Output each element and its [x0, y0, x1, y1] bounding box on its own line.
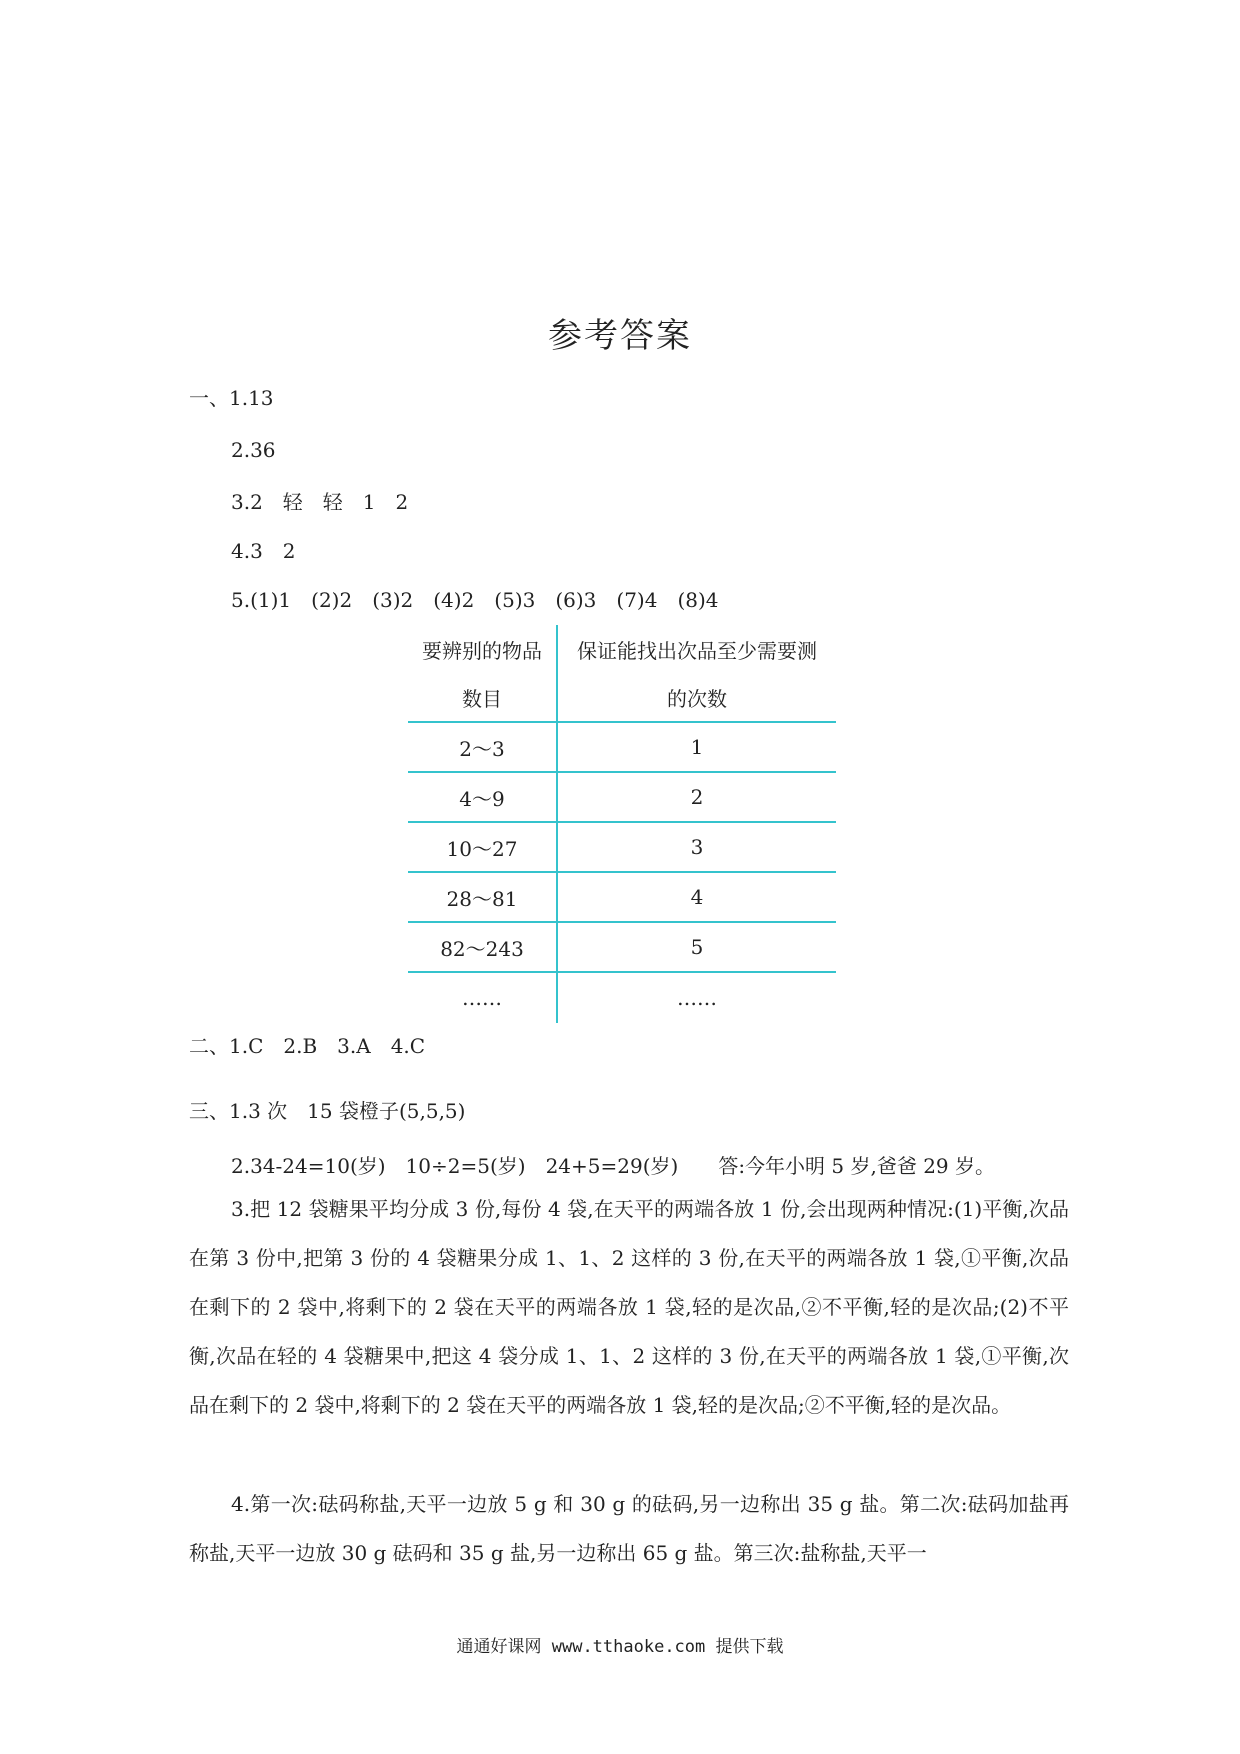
answer-3-3-paragraph: [189, 1185, 1069, 1430]
footer-text: 通通好课网 www.tthaoke.com 提供下载: [456, 1637, 784, 1657]
table-header-col1-line2: 数目: [408, 673, 557, 722]
answer-3-1: 三、1.3 次 15 袋橙子(5,5,5): [189, 1099, 466, 1123]
table-cell-range: 82～243: [408, 922, 557, 972]
answer-3-4-text: 4.第一次:砝码称盐,天平一边放 5 g 和 30 g 的砝码,另一边称出 35 g 盐。第二次:砝码加盐再称盐,天平一边放 30 g 砝码和 35 g 盐,另一边称出 65 g 盐。第三次:盐称盐,天平一: [189, 1492, 1069, 1565]
answer-1-1: 一、1.13: [189, 386, 274, 410]
table-header-col2-line2: 的次数: [557, 673, 836, 722]
table-row: [408, 872, 836, 922]
answer-1-3: 3.2 轻 轻 1 2: [231, 490, 409, 514]
table-cell-times: 1: [557, 722, 836, 772]
answer-3-4-paragraph: [189, 1480, 1069, 1578]
table-row: [408, 972, 836, 1023]
table-cell-times: 2: [557, 772, 836, 822]
answer-1-4: 4.3 2: [231, 539, 296, 563]
answer-2: 二、1.C 2.B 3.A 4.C: [189, 1034, 426, 1058]
answer-3-2: 2.34-24=10(岁) 10÷2=5(岁) 24+5=29(岁) 答:今年小明 5 岁,爸爸 29 岁。: [231, 1154, 996, 1178]
answer-1-2: 2.36: [231, 438, 276, 462]
table-row: [408, 722, 836, 772]
table-cell-range: ……: [408, 972, 557, 1023]
table-cell-times: 3: [557, 822, 836, 872]
table-cell-range: 2～3: [408, 722, 557, 772]
table-cell-times: 5: [557, 922, 836, 972]
table-header-col2-line1: 保证能找出次品至少需要测: [577, 638, 817, 663]
answer-3-3-text: 3.把 12 袋糖果平均分成 3 份,每份 4 袋,在天平的两端各放 1 份,会出现两种情况:(1)平衡,次品在第 3 份中,把第 3 份的 4 袋糖果分成 1、1、2 这样的 3 份,在天平的两端各放 1 袋,①平衡,次品在剩下的 2 袋中,将剩下的 2 袋在天平的两端各放 1 袋,轻的是次品,②不平衡,轻的是次品;(2)不平衡,次品在轻的 4 袋糖果中,把这 4 袋分成 1、1、2 这样的 3 份,在天平的两端各放 1 袋,①平衡,次品在剩下的 2 袋中,将剩下的 2 袋在天平的两端各放 1 袋,轻的是次品;②不平衡,轻的是次品。: [189, 1197, 1069, 1417]
table-cell-times: 4: [557, 872, 836, 922]
table-row: [408, 772, 836, 822]
table-cell-range: 28～81: [408, 872, 557, 922]
table-cell-range: 4～9: [408, 772, 557, 822]
answer-table: [408, 625, 836, 1023]
table-cell-range: 10～27: [408, 822, 557, 872]
table-row: [408, 822, 836, 872]
table-header-col1-line1: 要辨别的物品: [408, 625, 557, 673]
answer-1-5: 5.(1)1 (2)2 (3)2 (4)2 (5)3 (6)3 (7)4 (8)4: [231, 588, 719, 612]
page-title: 参考答案: [548, 316, 692, 356]
table-cell-times: ……: [677, 986, 717, 1010]
table-row: [408, 922, 836, 972]
